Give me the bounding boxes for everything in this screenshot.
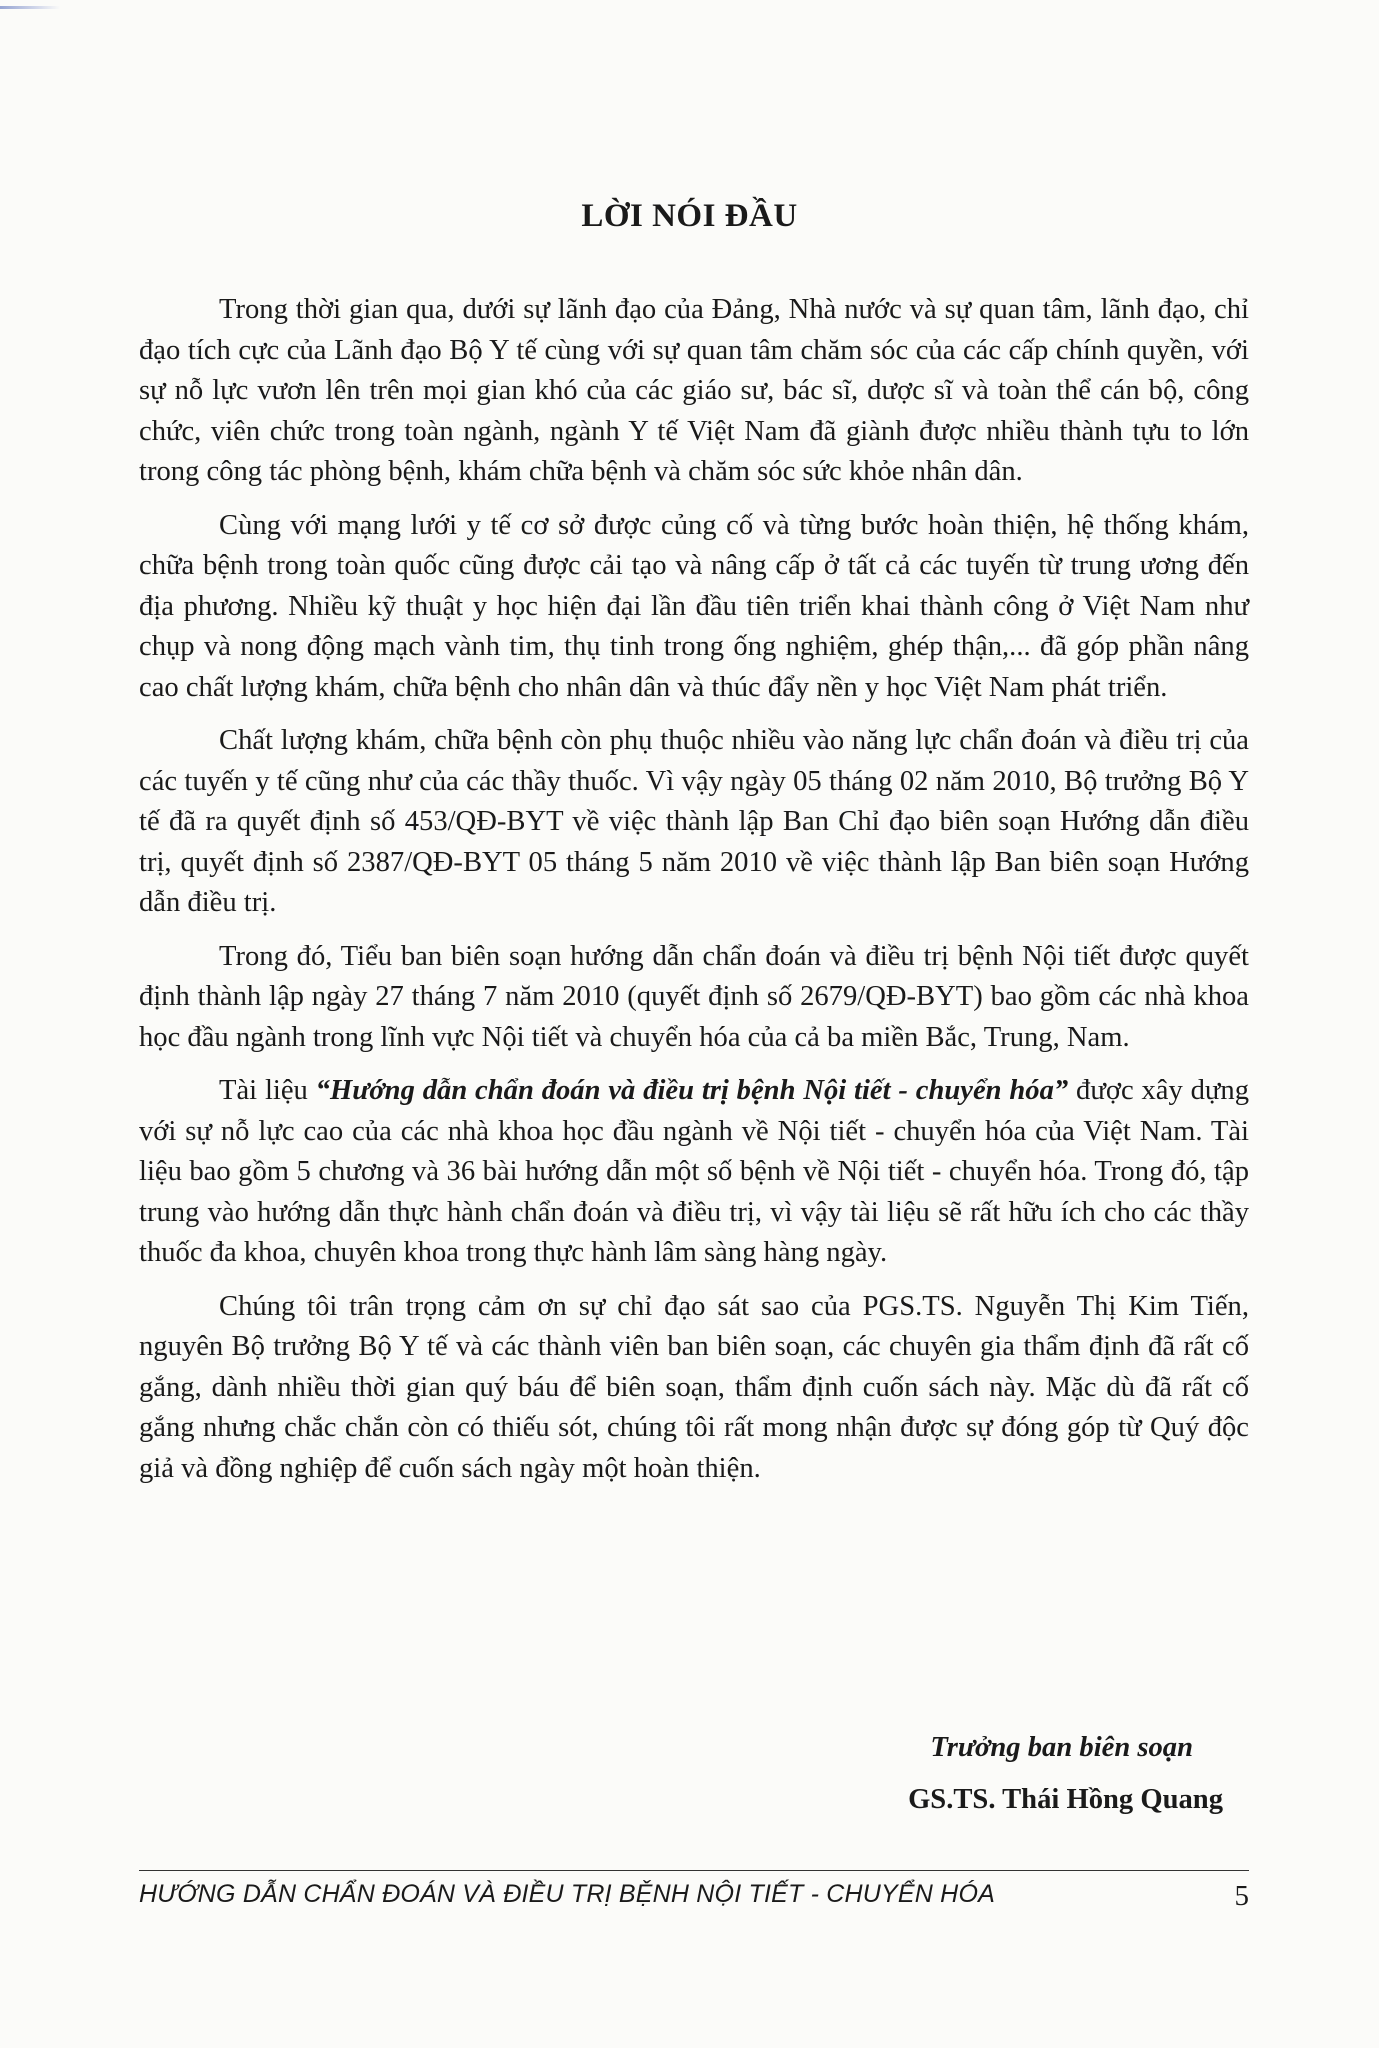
paragraph-5-prefix: Tài liệu: [219, 1075, 316, 1106]
paragraph-3: Chất lượng khám, chữa bệnh còn phụ thuộc nhiều vào năng lực chẩn đoán và điều trị của các tuyến y tế cũng như của các thầy thuốc. Vì vậy ngày 05 tháng 02 năm 2010, Bộ trưởng Bộ Y tế đã ra quyết định số 453/QĐ-BYT về việc thành lập Ban Chỉ đạo biên soạn Hướng dẫn điều trị, quyết định số 2387/QĐ-BYT 05 tháng 5 năm 2010 về việc thành lập Ban biên soạn Hướng dẫn điều trị.: [139, 725, 1249, 918]
paragraph-6: Chúng tôi trân trọng cảm ơn sự chỉ đạo sát sao của PGS.TS. Nguyễn Thị Kim Tiến, nguyên Bộ trưởng Bộ Y tế và các thành viên ban biên soạn, các chuyên gia thẩm định đã rất cố gắng, dành nhiều thời gian quý báu để biên soạn, thẩm định cuốn sách này. Mặc dù đã rất cố gắng nhưng chắc chắn còn có thiếu sót, chúng tôi rất mong nhận được sự đóng góp từ Quý độc giả và đồng nghiệp để cuốn sách ngày một hoàn thiện.: [139, 1290, 1249, 1484]
footer-divider: [139, 1870, 1249, 1871]
page-title: LỜI NÓI ĐẦU: [581, 198, 798, 234]
signature-block: [908, 1722, 1223, 1826]
signature-role: Trưởng ban biên soạn: [930, 1732, 1193, 1763]
paragraph-2: Cùng với mạng lưới y tế cơ sở được củng cố và từng bước hoàn thiện, hệ thống khám, chữa bệnh trong toàn quốc cũng được cải tạo và nâng cấp ở tất cả các tuyến từ trung ương đến địa phương. Nhiều kỹ thuật y học hiện đại lần đầu tiên triển khai thành công ở Việt Nam như chụp và nong động mạch vành tim, thụ tinh trong ống nghiệm, ghép thận,... đã góp phần nâng cao chất lượng khám, chữa bệnh cho nhân dân và thúc đẩy nền y học Việt Nam phát triển.: [139, 509, 1249, 703]
document-title-emphasis: “Hướng dẫn chẩn đoán và điều trị bệnh Nội tiết - chuyển hóa”: [315, 1075, 1069, 1106]
footer-title: HƯỚNG DẪN CHẨN ĐOÁN VÀ ĐIỀU TRỊ BỆNH NỘI TIẾT - CHUYỂN HÓA: [139, 1880, 995, 1908]
page-number: 5: [1234, 1880, 1249, 1912]
scan-artifact: [0, 6, 60, 9]
body-text: [139, 290, 1249, 1502]
paragraph-4: Trong đó, Tiểu ban biên soạn hướng dẫn chẩn đoán và điều trị bệnh Nội tiết được quyết định thành lập ngày 27 tháng 7 năm 2010 (quyết định số 2679/QĐ-BYT) bao gồm các nhà khoa học đầu ngành trong lĩnh vực Nội tiết và chuyển hóa của cả ba miền Bắc, Trung, Nam.: [139, 940, 1249, 1053]
paragraph-5: [139, 1071, 1249, 1274]
paragraph-1: Trong thời gian qua, dưới sự lãnh đạo của Đảng, Nhà nước và sự quan tâm, lãnh đạo, chỉ đạo tích cực của Lãnh đạo Bộ Y tế cùng với sự quan tâm chăm sóc của các cấp chính quyền, với sự nỗ lực vươn lên trên mọi gian khó của các giáo sư, bác sĩ, dược sĩ và toàn thể cán bộ, công chức, viên chức trong toàn ngành, ngành Y tế Việt Nam đã giành được nhiều thành tựu to lớn trong công tác phòng bệnh, khám chữa bệnh và chăm sóc sức khỏe nhân dân.: [139, 294, 1249, 487]
paragraph-5-suffix: được xây dựng với sự nỗ lực cao của các nhà khoa học đầu ngành về Nội tiết - chuyển hóa của Việt Nam. Tài liệu bao gồm 5 chương và 36 bài hướng dẫn một số bệnh về Nội tiết - chuyển hóa. Trong đó, tập trung vào hướng dẫn thực hành chẩn đoán và điều trị, vì vậy tài liệu sẽ rất hữu ích cho các thầy thuốc đa khoa, chuyên khoa trong thực hành lâm sàng hàng ngày.: [139, 1075, 1249, 1268]
signature-name: GS.TS. Thái Hồng Quang: [908, 1784, 1223, 1815]
